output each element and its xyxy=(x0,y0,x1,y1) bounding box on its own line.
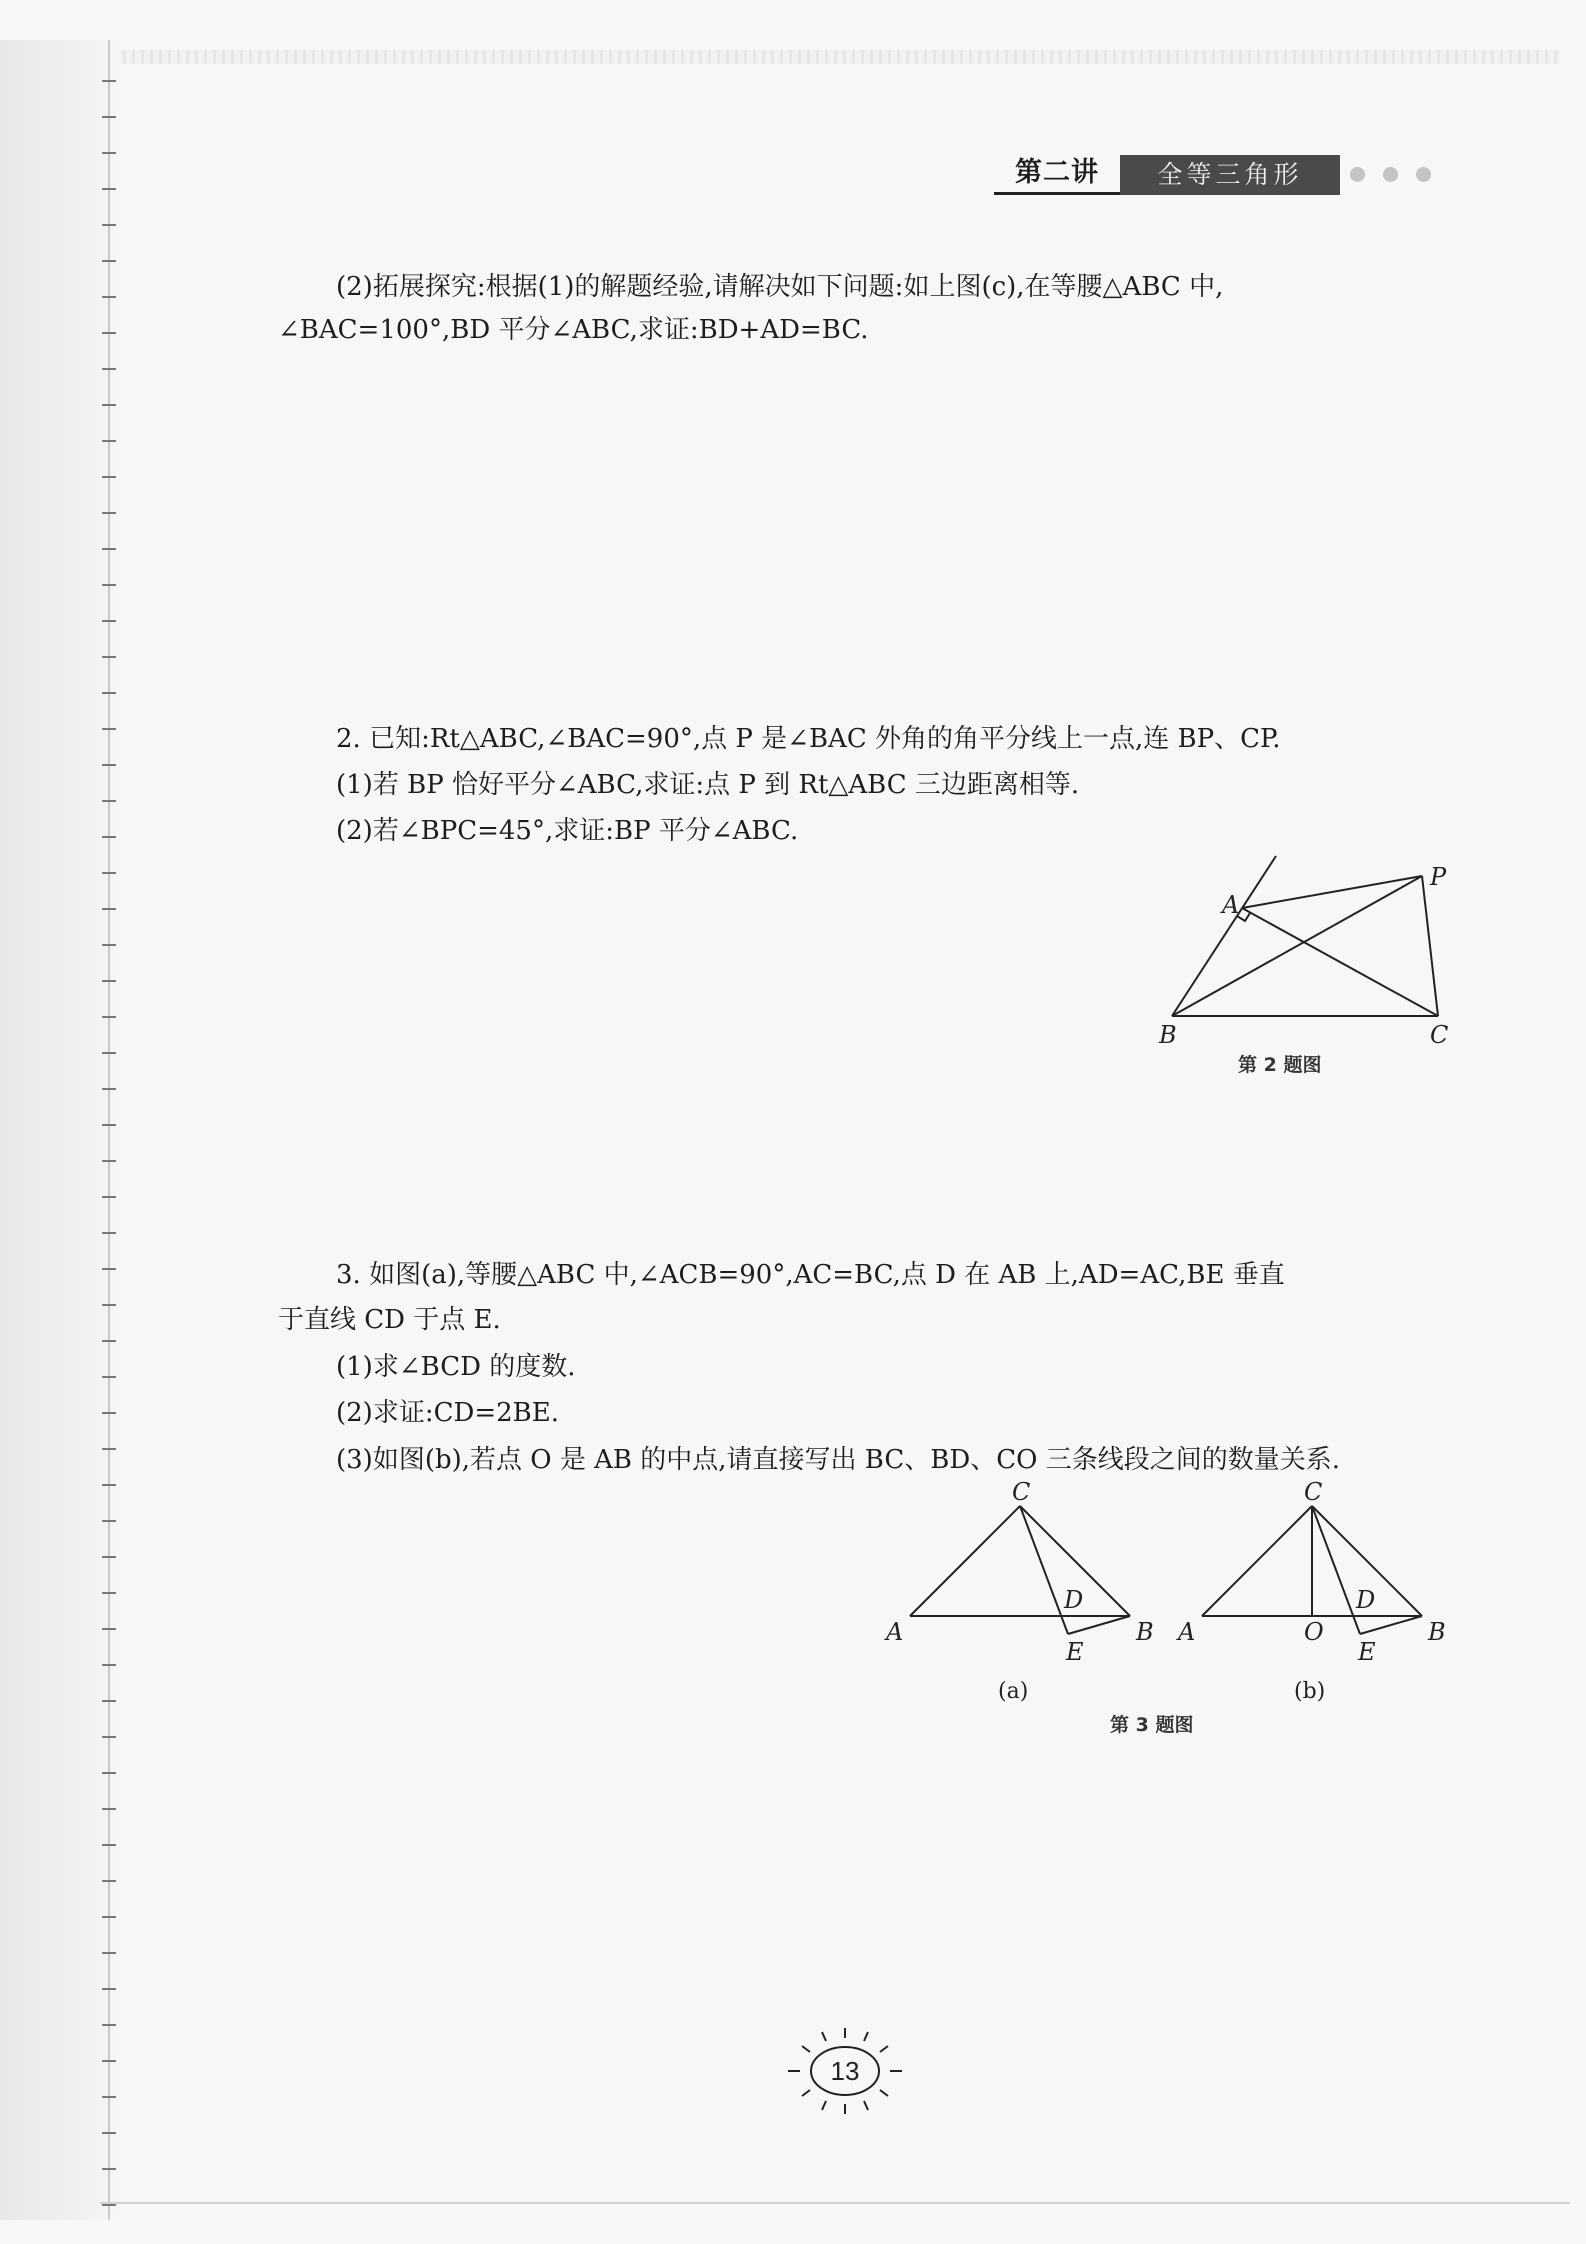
point-label-E: E xyxy=(1066,1638,1084,1666)
segment-AC xyxy=(910,1506,1020,1616)
binding-tick xyxy=(102,332,116,334)
problem3-figure-a xyxy=(878,1480,1168,1705)
binding-tick xyxy=(102,1772,116,1774)
binding-tick xyxy=(102,512,116,514)
problem2-figure xyxy=(1150,850,1470,1060)
binding-tick xyxy=(102,2024,116,2026)
point-label-B: B xyxy=(1136,1618,1154,1646)
page-number: 13 xyxy=(830,2056,860,2086)
problem3-part1: (1)求∠BCD 的度数. xyxy=(336,1352,576,1382)
point-label-P: P xyxy=(1430,863,1447,891)
binding-tick xyxy=(102,1160,116,1162)
binding-tick xyxy=(102,548,116,550)
page-number-badge xyxy=(770,2016,920,2126)
binding-tick xyxy=(102,368,116,370)
binding-tick xyxy=(102,1016,116,1018)
binding-tick xyxy=(102,728,116,730)
problem3-stem-line1: 3. 如图(a),等腰△ABC 中,∠ACB=90°,AC=BC,点 D 在 AB 上,AD=AC,BE 垂直 xyxy=(336,1260,1285,1290)
binding-tick xyxy=(102,1880,116,1882)
point-label-C: C xyxy=(1012,1480,1031,1506)
binding-tick xyxy=(102,80,116,82)
binding-tick xyxy=(102,2204,116,2206)
binding-tick xyxy=(102,1412,116,1414)
figure-a-label: (a) xyxy=(998,1679,1029,1704)
binding-tick xyxy=(102,2132,116,2134)
binding-tick xyxy=(102,1808,116,1810)
bottom-rule xyxy=(100,2202,1570,2204)
segment-EB xyxy=(1068,1616,1130,1634)
problem1-part2-line2: ∠BAC=100°,BD 平分∠ABC,求证:BD+AD=BC. xyxy=(278,315,869,345)
binding-tick xyxy=(102,1196,116,1198)
binding-tick xyxy=(102,1592,116,1594)
binding-tick xyxy=(102,116,116,118)
segment-AC xyxy=(1202,1506,1312,1616)
binding-tick xyxy=(102,800,116,802)
binding-tick xyxy=(102,1484,116,1486)
problem2-stem: 2. 已知:Rt△ABC,∠BAC=90°,点 P 是∠BAC 外角的角平分线上一点,连 BP、CP. xyxy=(336,724,1281,754)
binding-tick xyxy=(102,1088,116,1090)
binding-tick xyxy=(102,1664,116,1666)
binding-tick xyxy=(102,1268,116,1270)
binding-tick xyxy=(102,296,116,298)
problem1-part2-line1: (2)拓展探究:根据(1)的解题经验,请解决如下问题:如上图(c),在等腰△ABC 中, xyxy=(336,272,1224,302)
problem3-part3: (3)如图(b),若点 O 是 AB 的中点,请直接写出 BC、BD、CO 三条线段之间的数量关系. xyxy=(336,1445,1340,1475)
binding-tick xyxy=(102,152,116,154)
page-binding-edge xyxy=(0,40,120,2220)
binding-tick xyxy=(102,1520,116,1522)
binding-tick xyxy=(102,404,116,406)
problem2-figure-caption: 第 2 题图 xyxy=(1238,1054,1322,1076)
problem3-figure-b xyxy=(1170,1480,1460,1705)
binding-tick xyxy=(102,1916,116,1918)
binding-tick xyxy=(102,224,116,226)
scan-artifact-top xyxy=(60,50,1560,64)
segment-EB xyxy=(1360,1616,1422,1634)
segment-CE xyxy=(1020,1506,1068,1634)
problem2-part1: (1)若 BP 恰好平分∠ABC,求证:点 P 到 Rt△ABC 三边距离相等. xyxy=(336,770,1080,800)
binding-tick xyxy=(102,764,116,766)
point-label-A: A xyxy=(1178,1618,1196,1646)
binding-tick xyxy=(102,260,116,262)
binding-tick xyxy=(102,1376,116,1378)
problem2-part2: (2)若∠BPC=45°,求证:BP 平分∠ABC. xyxy=(336,816,799,846)
binding-tick xyxy=(102,1304,116,1306)
point-label-B: B xyxy=(1428,1618,1446,1646)
binding-tick xyxy=(102,1340,116,1342)
segment-AC xyxy=(1242,908,1438,1016)
binding-tick xyxy=(102,1628,116,1630)
binding-tick xyxy=(102,980,116,982)
segment-BP xyxy=(1172,876,1422,1016)
binding-tick xyxy=(102,1052,116,1054)
binding-tick xyxy=(102,1952,116,1954)
binding-tick xyxy=(102,872,116,874)
binding-tick xyxy=(102,944,116,946)
point-label-B: B xyxy=(1159,1021,1177,1049)
point-label-C: C xyxy=(1430,1021,1449,1049)
binding-tick xyxy=(102,1736,116,1738)
point-label-D: D xyxy=(1064,1586,1084,1614)
binding-tick xyxy=(102,1988,116,1990)
problem3-stem-line2: 于直线 CD 于点 E. xyxy=(278,1305,501,1335)
point-label-C: C xyxy=(1304,1480,1323,1506)
binding-tick xyxy=(102,692,116,694)
binding-tick xyxy=(102,656,116,658)
binding-tick xyxy=(102,2096,116,2098)
problem3-part2: (2)求证:CD=2BE. xyxy=(336,1398,560,1428)
binding-tick xyxy=(102,1556,116,1558)
binding-tick xyxy=(102,440,116,442)
binding-tick xyxy=(102,1448,116,1450)
binding-tick xyxy=(102,476,116,478)
lecture-label: 第二讲 xyxy=(994,155,1120,195)
header-dots xyxy=(1350,167,1460,183)
point-label-A: A xyxy=(1222,891,1240,919)
segment-PC xyxy=(1422,876,1438,1016)
binding-tick xyxy=(102,188,116,190)
point-label-O: O xyxy=(1304,1618,1324,1646)
binding-tick xyxy=(102,620,116,622)
binding-tick xyxy=(102,836,116,838)
binding-tick xyxy=(102,1124,116,1126)
segment-CE xyxy=(1312,1506,1360,1634)
binding-tick xyxy=(102,1700,116,1702)
point-label-E: E xyxy=(1358,1638,1376,1666)
topic-label: 全等三角形 xyxy=(1120,155,1340,195)
binding-tick xyxy=(102,584,116,586)
point-label-A: A xyxy=(886,1618,904,1646)
problem3-figure-caption: 第 3 题图 xyxy=(1110,1714,1194,1736)
point-label-D: D xyxy=(1356,1586,1376,1614)
ray-BA-extended xyxy=(1172,856,1276,1016)
binding-tick xyxy=(102,2060,116,2062)
binding-tick xyxy=(102,1844,116,1846)
binding-tick xyxy=(102,1232,116,1234)
binding-tick xyxy=(102,2168,116,2170)
figure-b-label: (b) xyxy=(1294,1679,1326,1704)
binding-tick xyxy=(102,908,116,910)
